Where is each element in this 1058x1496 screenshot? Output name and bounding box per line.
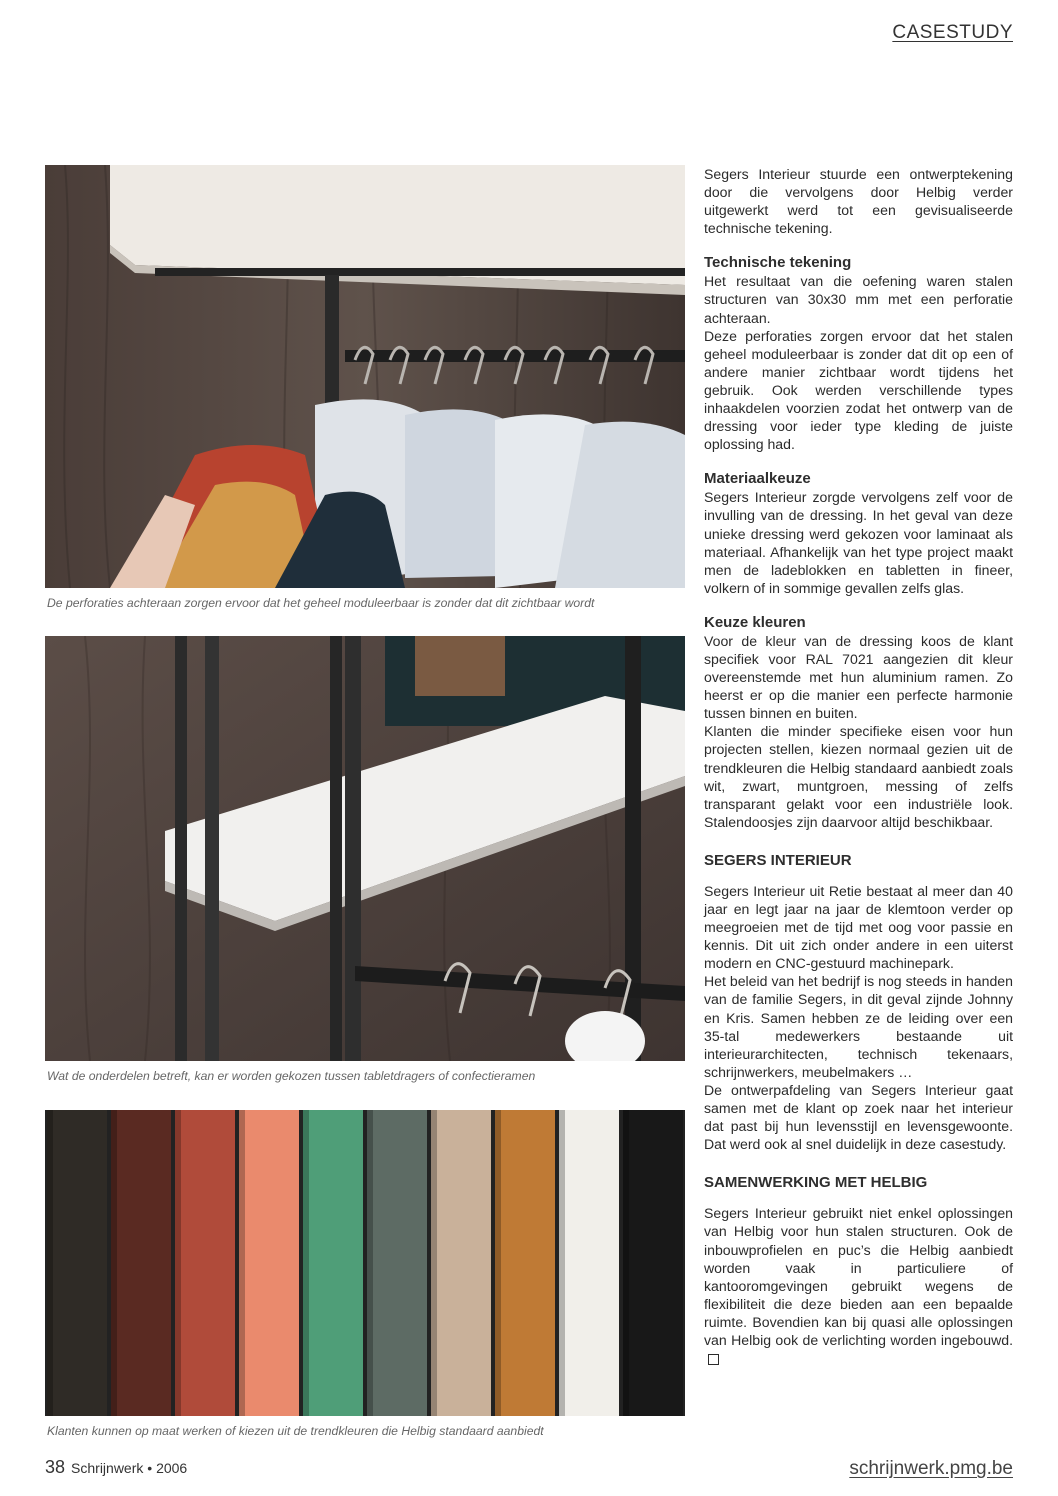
photo-caption-1: De perforaties achteraan zorgen ervoor dat het geheel moduleerbaar is zonder dat dit zichtbaar wordt (47, 596, 595, 610)
intro-paragraph: Segers Interieur stuurde een ontwerptekening door die vervolgens door Helbig verder uitgewerkt werd tot een gevisualiseerde technische tekening. (704, 166, 1013, 237)
photo-clothes-rail (45, 165, 685, 588)
color-swatch (495, 1110, 555, 1416)
heading-segers-interieur: SEGERS INTERIEUR (704, 851, 852, 869)
color-swatch (367, 1110, 427, 1416)
heading-samenwerking-helbig: SAMENWERKING MET HELBIG (704, 1174, 928, 1192)
swatch-shadow (367, 1110, 373, 1416)
article-column (704, 165, 1013, 1367)
color-swatch (303, 1110, 363, 1416)
photo-color-profiles (45, 1110, 685, 1416)
paragraph: Segers Interieur zorgde vervolgens zelf voor de invulling van de dressing. In het geval van deze unieke dressing werd gekozen voor laminaat als materiaal. Afhankelijk van het type project maakt men de ladeblokken en tabletten in fineer, volkern of in sommige gevallen zelfs glas. (704, 489, 1013, 596)
paragraph: Het beleid van het bedrijf is nog steeds in handen van de familie Segers, in dit geval zijnde Johnny en Kris. Samen hebben ze de leiding over een 35-tal medewerkers bestaande uit interieurarchitecten, technisch tekenaars, schrijnwerkers, meubelmakers … (704, 973, 1013, 1080)
photo-caption-2: Wat de onderdelen betreft, kan er worden gekozen tussen tabletdragers of confectieramen (47, 1069, 536, 1083)
swatch-shadow (111, 1110, 117, 1416)
end-mark-icon (708, 1354, 719, 1365)
heading-materiaalkeuze: Materiaalkeuze (704, 470, 811, 488)
paragraph: Segers Interieur uit Retie bestaat al meer dan 40 jaar en legt jaar na jaar de klemtoon verder op meegroeien met de tijd met oog voor passie en kennis. Dit uit zich onder andere in een uiterst modern en CNC-gestuurd machinepark. (704, 882, 1013, 972)
swatch-shadow (495, 1110, 501, 1416)
color-swatch (623, 1110, 683, 1416)
color-swatch (239, 1110, 299, 1416)
swatch-shadow (303, 1110, 309, 1416)
photo-shelf-brackets (45, 636, 685, 1061)
paragraph: Deze perforaties zorgen ervoor dat het stalen geheel moduleerbaar is zonder dat dit op een of andere manier zichtbaar wordt tijdens het gebruik. Ook werden verschillende types inhaakdelen voorzien zodat het ontwerp van de dressing voor ieder type kleding de juiste oplossing had. (704, 327, 1013, 453)
swatch-shadow (623, 1110, 629, 1416)
swatch-shadow (47, 1110, 53, 1416)
swatch-shadow (559, 1110, 565, 1416)
paragraph: Klanten die minder specifieke eisen voor hun projecten stellen, kiezen normaal gezien uit de trendkleuren die Helbig standaard aanbiedt zoals wit, zwart, muntgroen, messing of zelfs transparant gelakt voor een industriële look. Stalendoosjes zijn daarvoor altijd beschikbaar. (704, 723, 1013, 830)
color-swatch (111, 1110, 171, 1416)
heading-keuze-kleuren: Keuze kleuren (704, 613, 806, 631)
color-swatch (175, 1110, 235, 1416)
swatch-shadow (431, 1110, 437, 1416)
website-link[interactable]: schrijnwerk.pmg.be (849, 1458, 1013, 1479)
publication-name: Schrijnwerk • 2006 (71, 1460, 188, 1476)
swatch-shadow (175, 1110, 181, 1416)
paragraph: Voor de kleur van de dressing koos de klant specifiek voor RAL 7021 aangezien dit kleur overeenstemde met hun aluminium ramen. Zo heerst er op die manier een perfecte harmonie tussen binnen en buiten. (704, 632, 1013, 722)
paragraph-last (704, 1204, 1013, 1367)
paragraph: De ontwerpafdeling van Segers Interieur gaat samen met de klant op zoek naar het interieur dat past bij hun levensstijl en levensgewoonte. Dat werd ook al snel duidelijk in deze casestudy. (704, 1081, 1013, 1153)
color-swatch (559, 1110, 619, 1416)
footer-page-info (45, 1457, 187, 1478)
color-swatch (47, 1110, 107, 1416)
paragraph: Het resultaat van die oefening waren stalen structuren van 30x30 mm met een perforatie achteraan. (704, 273, 1013, 326)
swatch-shadow (239, 1110, 245, 1416)
photo-caption-3: Klanten kunnen op maat werken of kiezen uit de trendkleuren die Helbig standaard aanbiedt (47, 1424, 544, 1438)
section-tag: CASESTUDY (892, 22, 1013, 43)
page-number: 38 (45, 1457, 66, 1477)
color-swatch (431, 1110, 491, 1416)
heading-technische-tekening: Technische tekening (704, 254, 852, 272)
paragraph-text: Segers Interieur gebruikt niet enkel oplossingen van Helbig voor hun stalen structuren. Ook de inbouwprofielen en puc’s die Helbig aanbiedt worden vaak in particuliere of kantooromgevingen gebruikt wegens de flexibiliteit die deze bieden aan een bepaalde ruimte. Bovendien kan bij quasi alle oplossingen van Helbig ook de verlichting worden ingebouwd. (704, 1205, 1013, 1348)
